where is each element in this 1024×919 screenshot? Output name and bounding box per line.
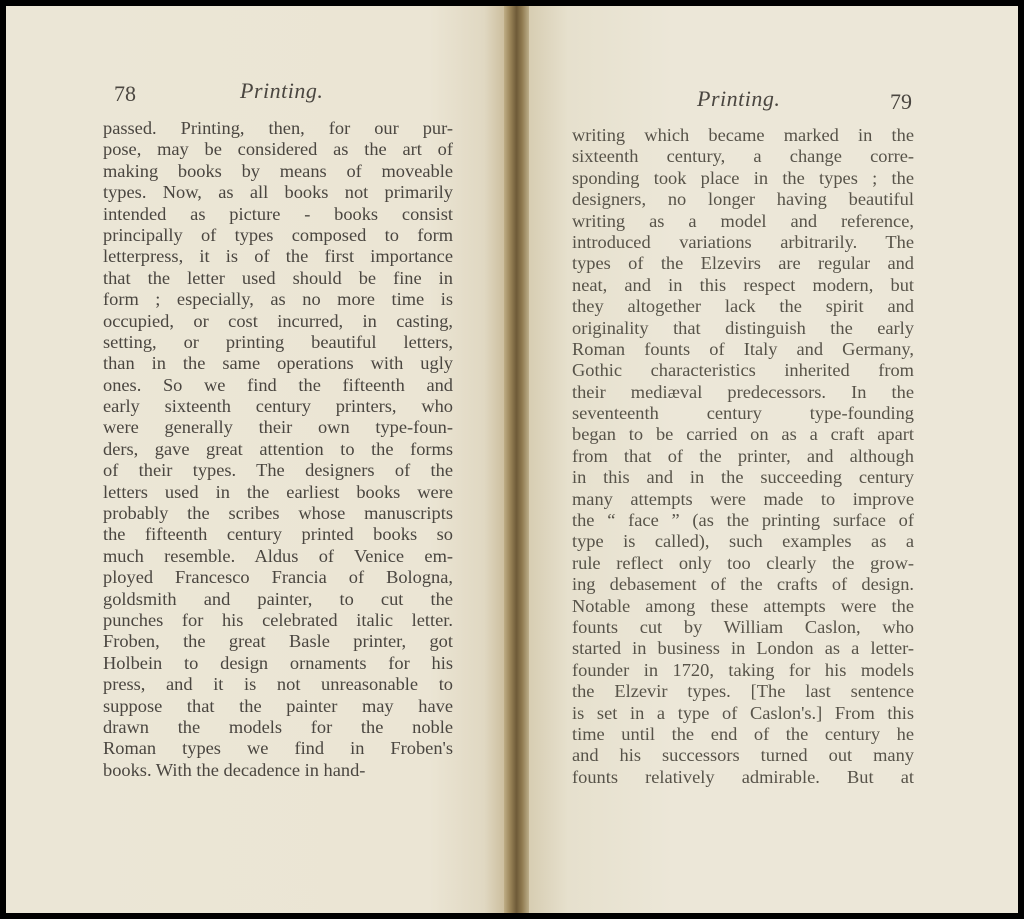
text-line: pose, may be considered as the art of	[103, 139, 453, 160]
text-line: many attempts were made to improve	[572, 488, 914, 509]
running-head: Printing.	[240, 78, 324, 103]
text-line: books. With the decadence in hand-	[103, 759, 366, 780]
text-line: ones. So we find the fifteenth and	[103, 374, 453, 395]
page-number: 79	[890, 89, 912, 114]
text-line: neat, and in this respect modern, but	[572, 274, 914, 295]
text-line: suppose that the painter may have	[103, 695, 453, 716]
text-line: from that of the printer, and although	[572, 445, 914, 466]
text-line: form ; especially, as no more time is	[103, 289, 453, 310]
text-line: their mediæval predecessors. In the	[572, 381, 914, 402]
text-line: drawn the models for the noble	[103, 716, 453, 737]
text-line: letterpress, it is of the first importance	[103, 246, 453, 267]
text-line: seventeenth century type-founding	[572, 403, 914, 424]
text-line: goldsmith and painter, to cut the	[103, 588, 453, 609]
text-line: types of the Elzevirs are regular and	[572, 253, 914, 274]
book-gutter	[504, 6, 529, 913]
text-line: punches for his celebrated italic letter.	[103, 609, 453, 630]
text-line: press, and it is not unreasonable to	[103, 674, 453, 695]
text-line: designers, no longer having beautiful	[572, 189, 914, 210]
text-line: ders, gave great attention to the forms	[103, 438, 453, 459]
text-line: types. Now, as all books not primarily	[103, 182, 453, 203]
body-text	[103, 118, 453, 781]
text-line: than in the same operations with ugly	[103, 353, 453, 374]
text-line: Notable among these attempts were the	[572, 595, 914, 616]
text-line: setting, or printing beautiful letters,	[103, 331, 453, 352]
text-line: occupied, or cost incurred, in casting,	[103, 310, 453, 331]
text-line: ing debasement of the crafts of design.	[572, 574, 914, 595]
text-line: passed. Printing, then, for our pur-	[103, 118, 453, 138]
text-line: Gothic characteristics inherited from	[572, 360, 914, 381]
text-line: ployed Francesco Francia of Bologna,	[103, 567, 453, 588]
text-line: intended as picture - books consist	[103, 203, 453, 224]
text-line: founts relatively admirable. But at	[572, 766, 914, 787]
text-line: time until the end of the century he	[572, 723, 914, 744]
text-line: started in business in London as a letter-	[572, 638, 914, 659]
text-line: began to be carried on as a craft apart	[572, 424, 914, 445]
text-line: of their types. The designers of the	[103, 460, 453, 481]
text-line: the Elzevir types. [The last sentence	[572, 681, 914, 702]
text-line: early sixteenth century printers, who	[103, 396, 453, 417]
text-line: founder in 1720, taking for his models	[572, 659, 914, 680]
text-line: is set in a type of Caslon's.] From this	[572, 702, 914, 723]
text-line: were generally their own type-foun-	[103, 417, 453, 438]
right-page	[529, 6, 1018, 913]
text-line: much resemble. Aldus of Venice em-	[103, 545, 453, 566]
text-line: in this and in the succeeding century	[572, 467, 914, 488]
text-line: rule reflect only too clearly the grow-	[572, 552, 914, 573]
text-line: founts cut by William Caslon, who	[572, 616, 914, 637]
text-line: the “ face ” (as the printing surface of	[572, 510, 914, 531]
body-text	[572, 125, 914, 788]
text-line: sponding took place in the types ; the	[572, 167, 914, 188]
text-line: Roman founts of Italy and Germany,	[572, 338, 914, 359]
text-line: principally of types composed to form	[103, 224, 453, 245]
text-line: sixteenth century, a change corre-	[572, 146, 914, 167]
text-line: type is called), such examples as a	[572, 531, 914, 552]
text-line: Roman types we find in Froben's	[103, 738, 453, 759]
text-line: Froben, the great Basle printer, got	[103, 631, 453, 652]
text-line: and his successors turned out many	[572, 745, 914, 766]
text-line: Holbein to design ornaments for his	[103, 652, 453, 673]
text-line: writing as a model and reference,	[572, 210, 914, 231]
text-line: probably the scribes whose manuscripts	[103, 503, 453, 524]
text-line: they altogether lack the spirit and	[572, 296, 914, 317]
text-line: introduced variations arbitrarily. The	[572, 231, 914, 252]
left-page	[6, 6, 504, 913]
page-number: 78	[114, 81, 136, 106]
text-line: originality that distinguish the early	[572, 317, 914, 338]
text-line: that the letter used should be fine in	[103, 267, 453, 288]
text-line: writing which became marked in the	[572, 125, 914, 145]
text-line: the fifteenth century printed books so	[103, 524, 453, 545]
running-head: Printing.	[697, 86, 781, 111]
text-line: letters used in the earliest books were	[103, 481, 453, 502]
book-spread	[6, 6, 1018, 913]
text-line: making books by means of moveable	[103, 160, 453, 181]
